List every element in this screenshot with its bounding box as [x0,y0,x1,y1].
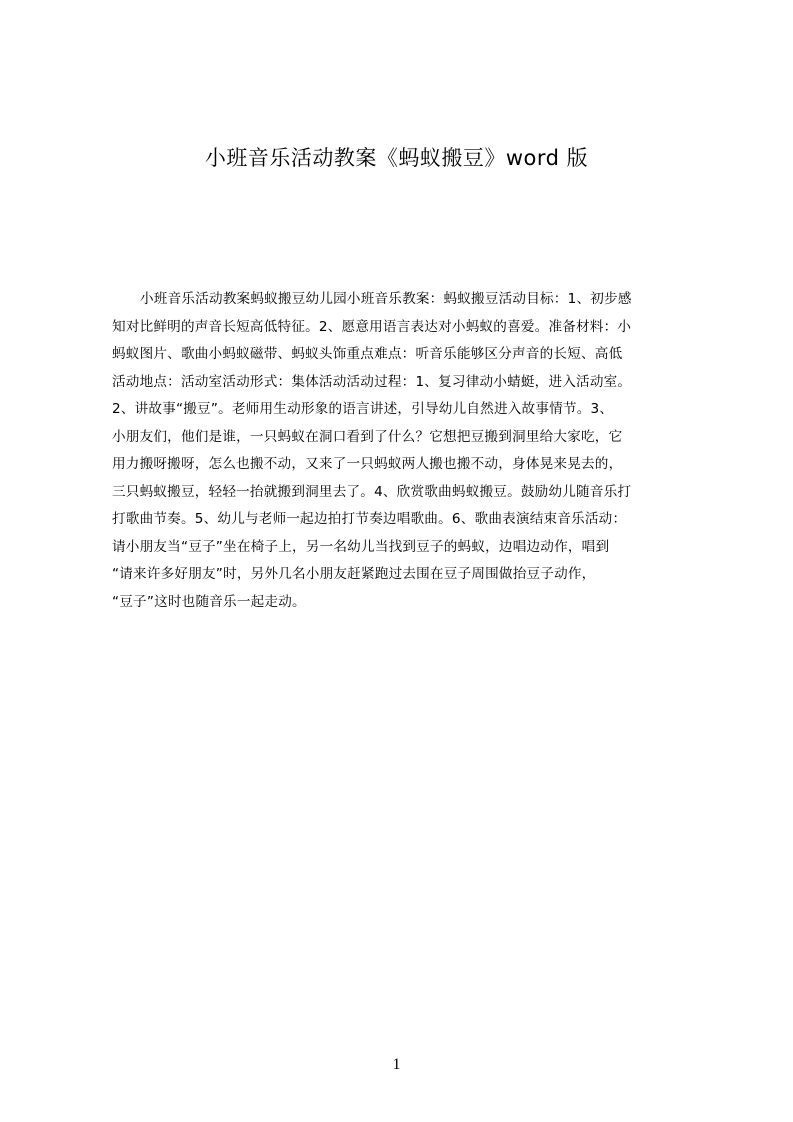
body-line: 小班音乐活动教案蚂蚁搬豆幼儿园小班音乐教案：蚂蚁搬豆活动目标：1、初步感 [140,291,632,307]
body-line: 三只蚂蚁搬豆，轻轻一抬就搬到洞里去了。4、欣赏歌曲蚂蚁搬豆。鼓励幼儿随音乐打 [112,483,632,500]
body-line: “请来许多好朋友”时，另外几名小朋友赶紧跑过去围在豆子周围做抬豆子动作， [112,566,596,582]
body-line: 用力搬呀搬呀，怎么也搬不动，又来了一只蚂蚁两人搬也搬不动，身体晃来晃去的， [112,456,623,472]
body-line: 蚂蚁图片、歌曲小蚂蚁磁带、蚂蚁头饰重点难点：听音乐能够区分声音的长短、高低 [112,346,623,362]
page-number: 1 [392,1056,401,1073]
body-line: “豆子”这时也随音乐一起走动。 [112,593,306,610]
body-line: 2、讲故事“搬豆”。老师用生动形象的语言讲述，引导幼儿自然进入故事情节。3、 [112,401,614,417]
body-paragraph [112,286,698,616]
document-title: 小班音乐活动教案《蚂蚁搬豆》word 版 [204,146,589,170]
body-line: 请小朋友当“豆子”坐在椅子上，另一名幼儿当找到豆子的蚂蚁，边唱边动作，唱到 [112,538,610,555]
body-line: 小朋友们，他们是谁，一只蚂蚁在洞口看到了什么？它想把豆搬到洞里给大家吃，它 [112,428,623,445]
body-line: 活动地点：活动室活动形式：集体活动活动过程：1、复习律动小蜻蜓，进入活动室。 [112,373,632,390]
body-line: 打歌曲节奏。5、幼儿与老师一起边拍打节奏边唱歌曲。6、歌曲表演结束音乐活动： [112,511,627,527]
body-line: 知对比鲜明的声音长短高低特征。2、愿意用语言表达对小蚂蚁的喜爱。准备材料：小 [112,318,632,335]
